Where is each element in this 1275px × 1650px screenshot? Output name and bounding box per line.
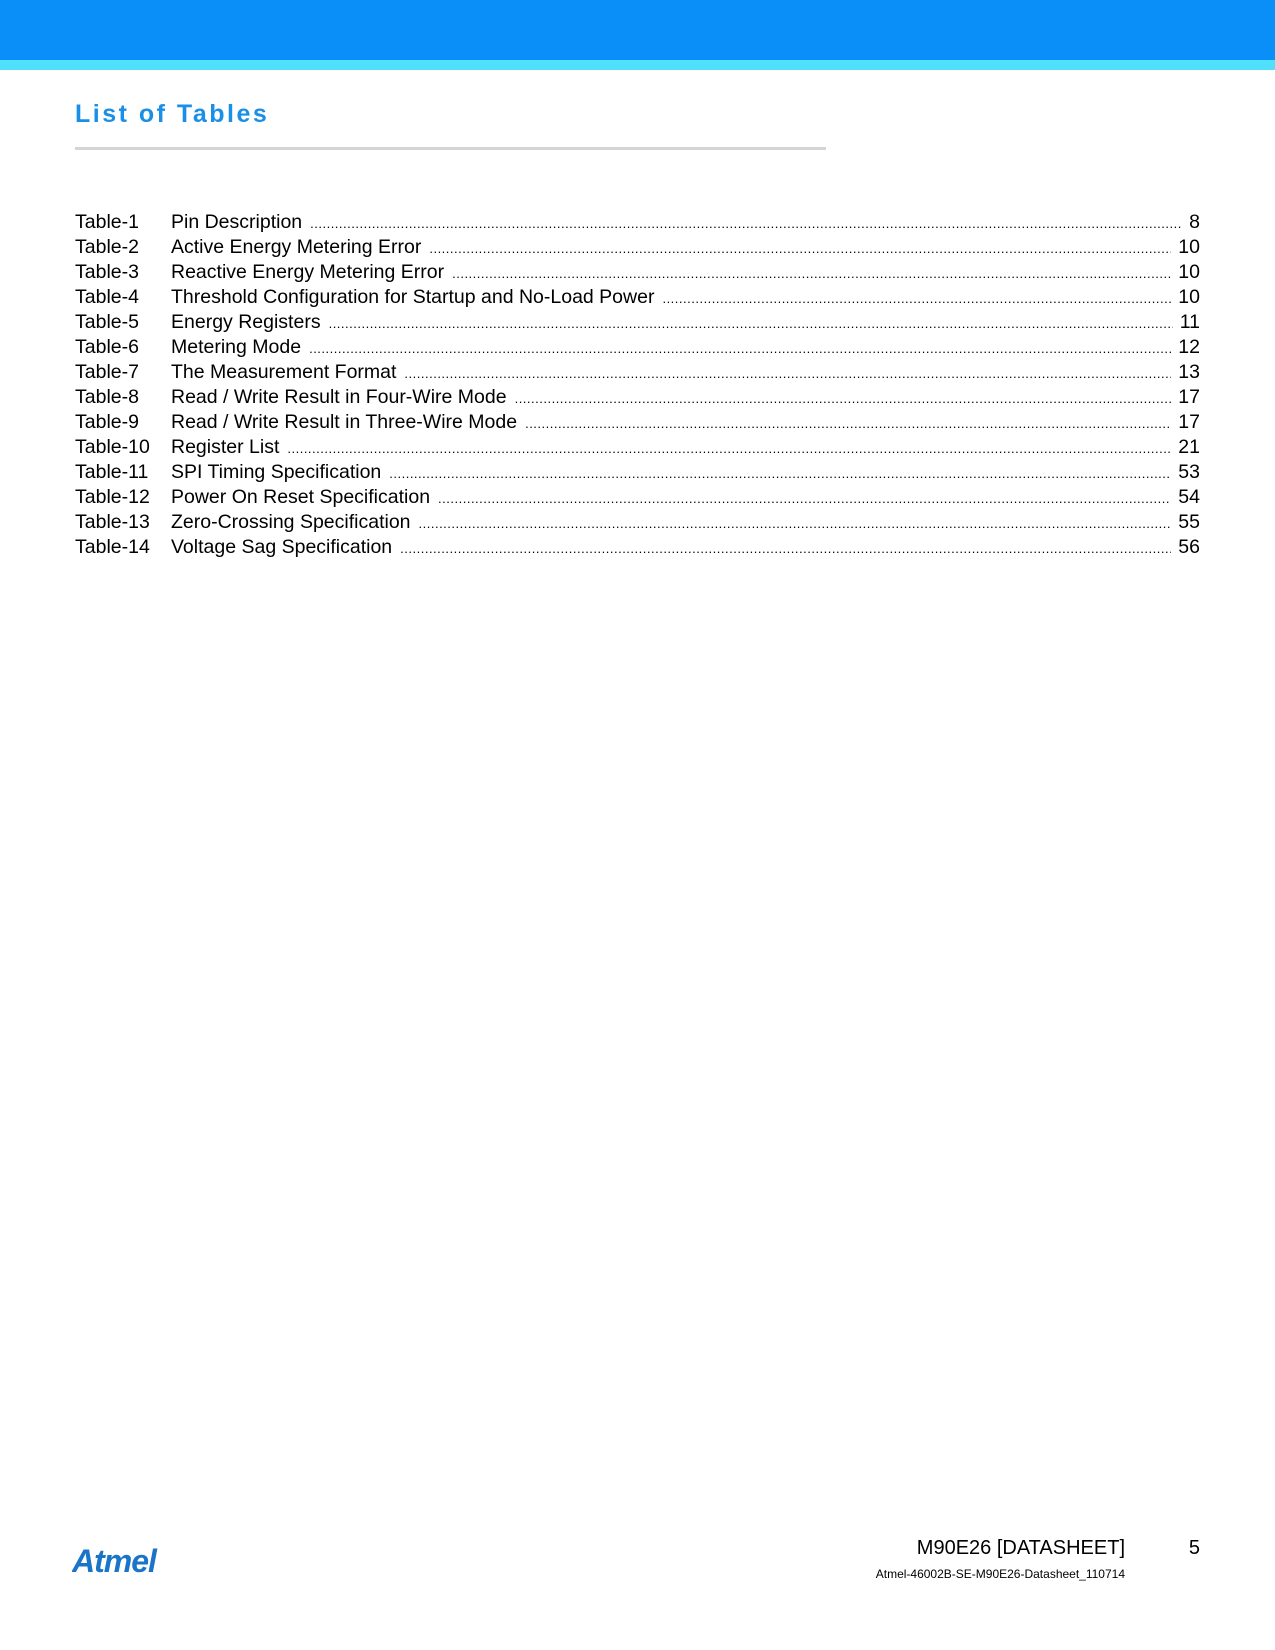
toc-entry-number: Table-3 bbox=[75, 261, 139, 283]
toc-entry[interactable] bbox=[75, 260, 1200, 285]
atmel-logo bbox=[72, 1540, 180, 1580]
toc-entry-number: Table-12 bbox=[75, 486, 150, 508]
toc-dot-leader bbox=[389, 461, 1171, 486]
toc-entry[interactable] bbox=[75, 285, 1200, 310]
toc-dot-leader bbox=[515, 386, 1172, 411]
toc-dot-leader bbox=[329, 311, 1173, 336]
svg-text:Atmel: Atmel bbox=[72, 1543, 156, 1579]
list-of-tables bbox=[75, 210, 1200, 560]
toc-dot-leader bbox=[662, 286, 1171, 311]
toc-entry-page: 17 bbox=[1178, 411, 1200, 433]
toc-entry-page: 13 bbox=[1178, 361, 1200, 383]
toc-dot-leader bbox=[419, 511, 1172, 536]
toc-entry-page: 17 bbox=[1178, 386, 1200, 408]
toc-entry-title: Energy Registers bbox=[171, 311, 321, 333]
title-divider bbox=[75, 147, 826, 150]
toc-entry[interactable] bbox=[75, 410, 1200, 435]
toc-entry-number: Table-14 bbox=[75, 536, 150, 558]
toc-dot-leader bbox=[438, 486, 1171, 511]
toc-entry[interactable] bbox=[75, 485, 1200, 510]
toc-entry-title: The Measurement Format bbox=[171, 361, 397, 383]
toc-entry-page: 55 bbox=[1178, 511, 1200, 533]
toc-entry-page: 10 bbox=[1178, 236, 1200, 258]
toc-entry-page: 56 bbox=[1178, 536, 1200, 558]
toc-entry-number: Table-4 bbox=[75, 286, 139, 308]
toc-entry-page: 8 bbox=[1189, 211, 1200, 233]
footer-doc-ref: Atmel-46002B-SE-M90E26-Datasheet_110714 bbox=[875, 1567, 1125, 1581]
toc-entry-page: 54 bbox=[1178, 486, 1200, 508]
toc-entry-title: Threshold Configuration for Startup and No-Load Power bbox=[171, 286, 655, 308]
toc-dot-leader bbox=[404, 361, 1171, 386]
toc-entry-title: Zero-Crossing Specification bbox=[171, 511, 411, 533]
toc-entry[interactable] bbox=[75, 460, 1200, 485]
toc-dot-leader bbox=[452, 261, 1171, 286]
header-stripe bbox=[0, 60, 1275, 70]
toc-entry-number: Table-7 bbox=[75, 361, 139, 383]
toc-dot-leader bbox=[310, 211, 1182, 236]
toc-entry[interactable] bbox=[75, 210, 1200, 235]
toc-entry-page: 21 bbox=[1178, 436, 1200, 458]
toc-entry-number: Table-9 bbox=[75, 411, 139, 433]
toc-entry-title: Active Energy Metering Error bbox=[171, 236, 422, 258]
toc-entry-title: Power On Reset Specification bbox=[171, 486, 431, 508]
toc-entry-page: 10 bbox=[1178, 286, 1200, 308]
toc-entry-title: Read / Write Result in Three-Wire Mode bbox=[171, 411, 518, 433]
toc-entry-number: Table-13 bbox=[75, 511, 150, 533]
toc-entry-title: Reactive Energy Metering Error bbox=[171, 261, 445, 283]
toc-entry-page: 10 bbox=[1178, 261, 1200, 283]
toc-entry-page: 53 bbox=[1178, 461, 1200, 483]
toc-entry-title: Read / Write Result in Four-Wire Mode bbox=[171, 386, 507, 408]
footer-doc-title: M90E26 [DATASHEET] bbox=[916, 1537, 1125, 1559]
toc-entry-number: Table-2 bbox=[75, 236, 139, 258]
toc-entry[interactable] bbox=[75, 535, 1200, 560]
toc-entry-number: Table-6 bbox=[75, 336, 139, 358]
footer-page-number: 5 bbox=[1188, 1537, 1200, 1559]
toc-entry-number: Table-10 bbox=[75, 436, 150, 458]
toc-entry-title: SPI Timing Specification bbox=[171, 461, 382, 483]
toc-dot-leader bbox=[429, 236, 1171, 261]
toc-entry[interactable] bbox=[75, 385, 1200, 410]
toc-entry-title: Register List bbox=[171, 436, 280, 458]
toc-entry[interactable] bbox=[75, 235, 1200, 260]
page-title: List of Tables bbox=[75, 100, 270, 128]
toc-entry-title: Metering Mode bbox=[171, 336, 302, 358]
toc-dot-leader bbox=[525, 411, 1171, 436]
toc-entry-number: Table-1 bbox=[75, 211, 139, 233]
toc-entry-title: Voltage Sag Specification bbox=[171, 536, 393, 558]
toc-dot-leader bbox=[400, 536, 1171, 561]
toc-entry-page: 11 bbox=[1179, 311, 1200, 333]
toc-entry[interactable] bbox=[75, 335, 1200, 360]
toc-entry[interactable] bbox=[75, 360, 1200, 385]
toc-dot-leader bbox=[287, 436, 1171, 461]
toc-entry[interactable] bbox=[75, 510, 1200, 535]
toc-entry-number: Table-8 bbox=[75, 386, 139, 408]
toc-entry-title: Pin Description bbox=[171, 211, 303, 233]
toc-dot-leader bbox=[309, 336, 1171, 361]
toc-entry-page: 12 bbox=[1178, 336, 1200, 358]
toc-entry[interactable] bbox=[75, 310, 1200, 335]
toc-entry-number: Table-11 bbox=[75, 461, 149, 483]
toc-entry[interactable] bbox=[75, 435, 1200, 460]
header-bar bbox=[0, 0, 1275, 60]
toc-entry-number: Table-5 bbox=[75, 311, 139, 333]
